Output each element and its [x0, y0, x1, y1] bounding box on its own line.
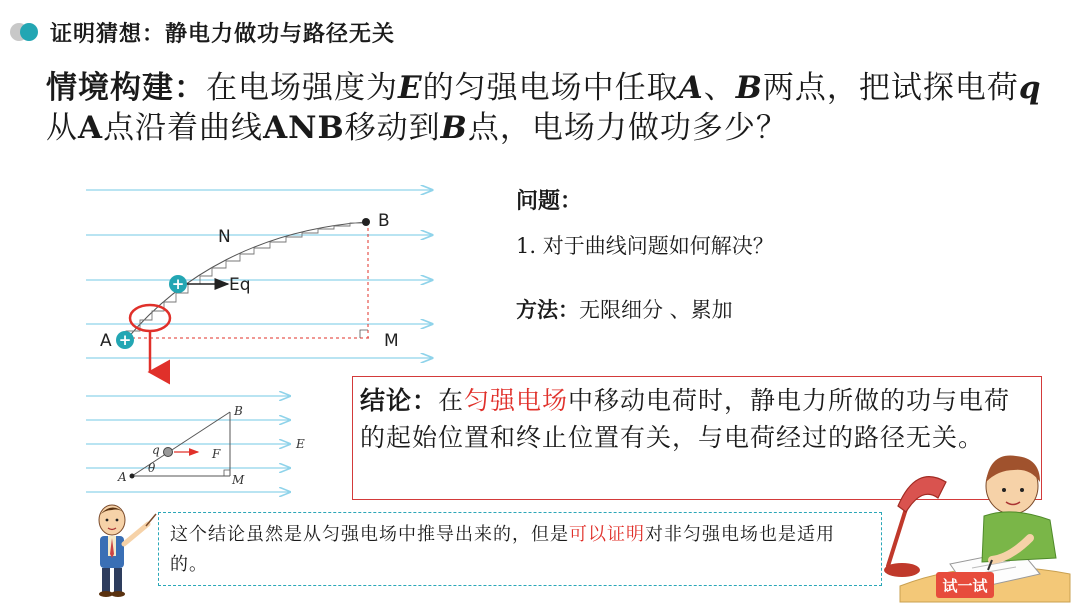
- symbol-A: A: [678, 70, 704, 106]
- charge-at-A-icon: [116, 331, 134, 349]
- label-B: B: [378, 211, 390, 231]
- conclusion-highlight: 匀强电场: [464, 386, 569, 415]
- label-q-small: q: [152, 443, 160, 457]
- label-E-small: E: [296, 437, 305, 451]
- conclusion-part: 在: [438, 386, 465, 415]
- scenario-text: 两点，把试探电荷: [762, 70, 1019, 106]
- symbol-A: A: [78, 110, 104, 146]
- scenario-text: 的匀强电场中任取: [422, 70, 679, 106]
- point-B-dot: [362, 218, 370, 226]
- scenario-text: 移动到: [344, 110, 441, 146]
- try-sign-label: 试一试: [942, 577, 988, 595]
- charge-q-icon: [164, 448, 173, 457]
- note-part: 这个结论虽然是从匀强电场中推导出来的，但是: [170, 524, 569, 545]
- label-F-small: F: [212, 447, 221, 461]
- note-text: [170, 520, 870, 580]
- scenario-text: 从: [46, 110, 78, 146]
- method-label: 方法：: [516, 298, 579, 322]
- right-angle-mark: [360, 330, 368, 338]
- point-A-dot: [130, 474, 135, 479]
- label-A: A: [100, 331, 112, 351]
- note-highlight: 可以证明: [569, 524, 645, 545]
- symbol-B: B: [440, 110, 468, 146]
- student-illustration: [880, 446, 1076, 604]
- highlight-ellipse: [130, 305, 170, 331]
- svg-text:+: +: [171, 275, 185, 293]
- symbol-B: B: [735, 70, 763, 106]
- label-Eq: Eq: [229, 275, 251, 295]
- conclusion-part: 中移动电荷时，静电力所做的功与电荷的起始位置和终止位置有关，与电荷经过的路径无关。: [360, 386, 1011, 452]
- question-item: 1. 对于曲线问题如何解决？: [516, 234, 774, 258]
- scenario-text: 点，电场力做功多少？: [467, 110, 788, 146]
- svg-text:+: +: [118, 331, 132, 349]
- conclusion-label: 结论：: [360, 386, 439, 415]
- scenario-text: 在电场强度为: [206, 70, 398, 106]
- label-N: N: [218, 227, 231, 247]
- right-angle-mark: [224, 470, 230, 476]
- symbol-E: E: [398, 70, 423, 106]
- slide-title: 证明猜想：静电力做功与路径无关: [50, 21, 396, 47]
- label-B-small: B: [234, 404, 243, 418]
- note-part: 对非匀强电场也是适用的。: [170, 524, 835, 575]
- conclusion-text: [360, 382, 1036, 456]
- label-theta-small: θ: [148, 461, 156, 475]
- label-M: M: [384, 331, 399, 351]
- teacher-illustration: [86, 498, 158, 598]
- scenario-label: 情境构建：: [46, 70, 206, 106]
- method-line: [516, 294, 733, 324]
- scenario-text: 点沿着曲线: [103, 110, 264, 146]
- bottom-field-lines: [86, 396, 290, 492]
- symbol-q: q: [1018, 70, 1042, 106]
- label-M-small: M: [232, 473, 245, 487]
- question-heading: 问题：: [516, 189, 583, 214]
- method-text: 无限细分 、累加: [579, 298, 733, 322]
- label-A-small: A: [118, 470, 127, 484]
- scenario-text: 、: [703, 70, 736, 106]
- symbol-ANB: ANB: [263, 110, 345, 146]
- charge-moving-icon: [169, 275, 187, 293]
